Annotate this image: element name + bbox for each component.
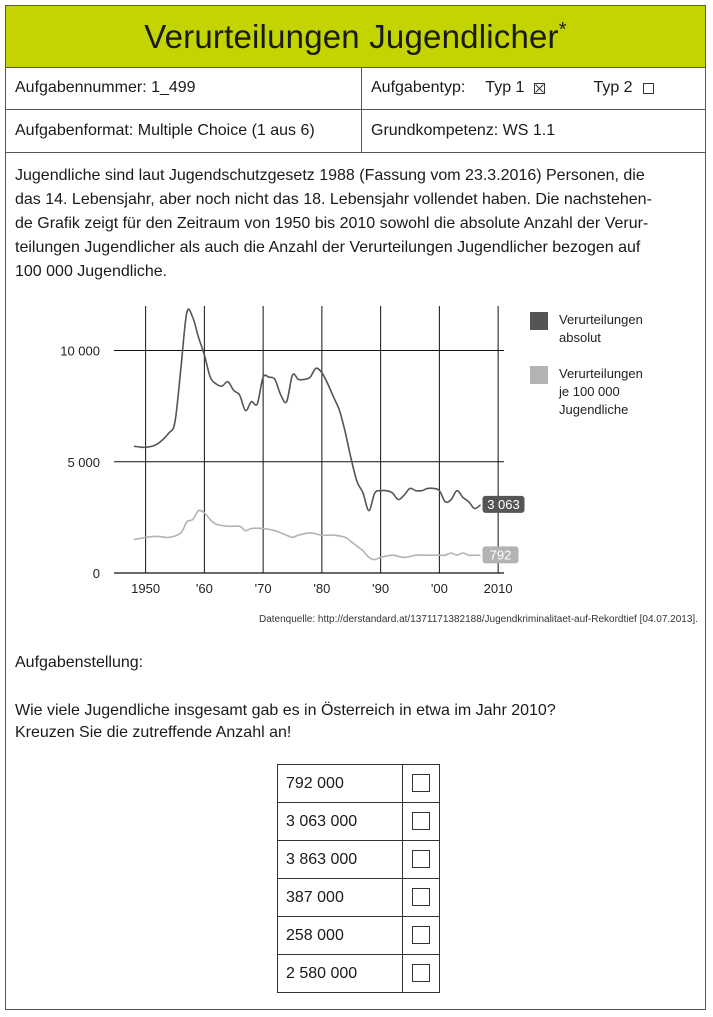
option-checkbox[interactable] [403,917,440,955]
type2 [593,79,653,97]
y-tick-label: 0 [92,566,100,581]
legend-label: Jugendliche [559,402,629,417]
legend-label: je 100 000 [559,384,620,399]
option-value: 792 000 [278,765,403,803]
task-format: Aufgabenformat: Multiple Choice (1 aus 6) [6,110,362,152]
data-source: Datenquelle: http://derstandard.at/1371171382188/Jugendkriminalitaet-auf-Rekordtief [04.07.2013]. [258,614,698,625]
options-table [277,764,440,993]
series-line [134,510,481,559]
task-type [362,67,705,109]
intro-line: das 14. Lebensjahr, aber noch nicht das 18. Lebensjahr vollendet haben. Die nachstehen- [15,191,652,208]
competence: Grundkompetenz: WS 1.1 [371,122,556,139]
type1 [485,79,545,97]
checkbox-icon[interactable] [412,964,430,982]
legend-label: Verurteilungen [559,312,643,327]
intro-line: 100 000 Jugendliche. [15,263,168,280]
series-line [134,309,481,511]
checkbox-icon[interactable] [412,812,430,830]
intro-line: de Grafik zeigt für den Zeitraum von 1950 bis 2010 sowohl die absolute Anzahl der Verur- [15,215,649,232]
meta-row-1 [6,67,705,110]
x-tick-label: 2010 [483,581,513,596]
page-title [144,18,567,56]
meta-row-2 [6,110,705,153]
y-tick-label: 5 000 [67,454,100,470]
x-tick-label: '60 [195,581,213,596]
legend-swatch [530,312,548,330]
option-checkbox[interactable] [403,765,440,803]
checkbox-icon[interactable] [412,888,430,906]
intro-line: teilungen Jugendlicher als auch die Anzahl der Verurteilungen Jugendlicher bezogen auf [15,239,641,256]
x-tick-label: '70 [254,581,272,596]
checkbox-icon[interactable] [412,774,430,792]
question-line: Kreuzen Sie die zutreffende Anzahl an! [15,724,292,741]
question-text [15,700,556,744]
task-type-label: Aufgabentyp: [371,79,466,96]
x-tick-label: 1950 [131,581,161,596]
legend-label: Verurteilungen [559,366,643,381]
question-line: Wie viele Jugendliche insgesamt gab es in Österreich in etwa im Jahr 2010? [15,702,556,719]
task-number: Aufgabennummer: 1_499 [6,67,362,109]
type2-label: Typ 2 [593,79,633,96]
option-checkbox[interactable] [403,879,440,917]
option-row [278,955,440,993]
task-heading: Aufgabenstellung: [15,654,144,671]
title-bar [6,6,705,68]
line-chart [6,296,705,626]
intro-line: Jugendliche sind laut Jugendschutzgesetz 1988 (Fassung vom 23.3.2016) Personen, die [15,167,645,184]
legend-label: absolut [559,330,601,345]
series-end-label: 3 063 [487,496,520,512]
type1-label: Typ 1 [485,79,525,96]
option-checkbox[interactable] [403,955,440,993]
option-value: 258 000 [278,917,403,955]
title-text: Verurteilungen Jugendlicher [144,17,559,55]
checkbox-icon[interactable] [412,850,430,868]
x-tick-label: '80 [313,581,331,596]
checked-box-icon [534,83,545,94]
option-checkbox[interactable] [403,803,440,841]
option-row [278,917,440,955]
task-sheet [5,5,706,1010]
chart-svg [6,296,705,626]
option-checkbox[interactable] [403,841,440,879]
y-tick-label: 10 000 [60,343,100,359]
option-row [278,803,440,841]
intro-text [15,164,701,284]
title-footnote-mark: * [558,18,567,41]
option-value: 3 063 000 [278,803,403,841]
x-tick-label: '90 [372,581,390,596]
empty-box-icon [643,83,654,94]
option-row [278,765,440,803]
series-end-label: 792 [489,547,512,563]
x-tick-label: '00 [430,581,448,596]
legend-swatch [530,366,548,384]
option-value: 2 580 000 [278,955,403,993]
option-row [278,841,440,879]
option-row [278,879,440,917]
option-value: 3 863 000 [278,841,403,879]
checkbox-icon[interactable] [412,926,430,944]
option-value: 387 000 [278,879,403,917]
